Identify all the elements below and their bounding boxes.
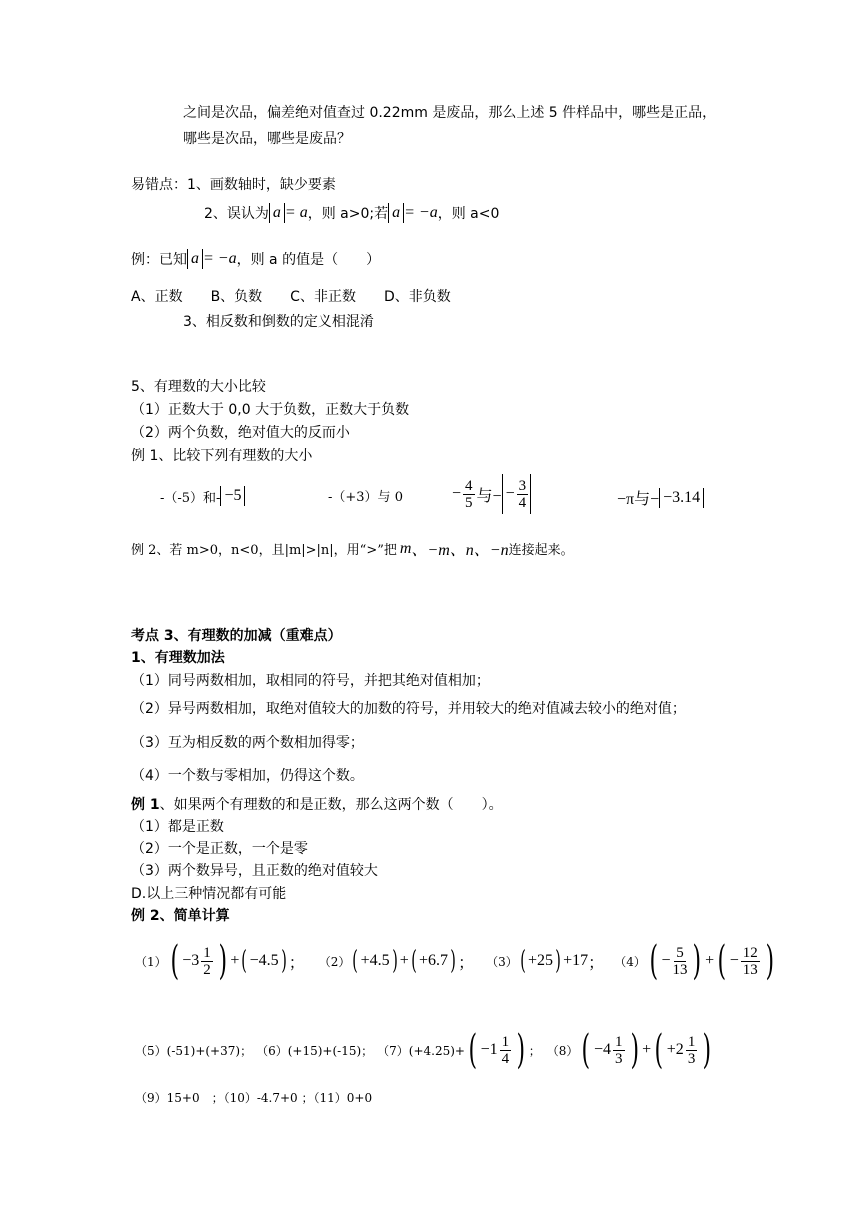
addition-rule-2: （2）异号两数相加，取绝对值较大的加数的符号，并用较大的绝对值减去较小的绝对值； bbox=[131, 701, 686, 717]
minus-sign: − bbox=[729, 952, 739, 969]
paren-close: ) bbox=[516, 1027, 526, 1073]
paren-open: ( bbox=[352, 946, 359, 976]
calc-8-int-2: +2 bbox=[666, 1041, 684, 1058]
abs-bar-left bbox=[502, 474, 503, 514]
compare-item-1-text: -（-5）和- bbox=[160, 490, 221, 506]
addition-example-2: 例 2、简单计算 bbox=[131, 908, 230, 924]
separator: ； bbox=[458, 954, 475, 972]
calc-row-2 bbox=[135, 1026, 715, 1074]
paren-open: ( bbox=[170, 938, 179, 984]
abs-bar-right bbox=[530, 474, 531, 514]
section-heading: 考点 3、有理数的加减（重难点） bbox=[131, 628, 342, 644]
compare-item-2: -（+3）与 0 bbox=[328, 490, 403, 505]
fraction-1-4 bbox=[500, 1034, 512, 1067]
fraction-5-13 bbox=[672, 945, 687, 978]
error-point-1: 易错点：1、画数轴时，缺少要素 bbox=[131, 177, 336, 193]
eq-a-1: = a bbox=[284, 204, 308, 221]
paren-close: ) bbox=[218, 938, 227, 984]
fraction-3-4 bbox=[517, 478, 529, 511]
error-example-end: ，则 a 的值是（ ） bbox=[236, 252, 381, 268]
abs-a-2: a bbox=[388, 203, 404, 223]
plus-sign: + bbox=[705, 952, 715, 969]
calc-3-label: （3） bbox=[486, 954, 518, 969]
paren-close: ) bbox=[630, 1027, 639, 1073]
separator: ； bbox=[288, 954, 305, 972]
compare-example-2-end: 连接起来。 bbox=[508, 543, 574, 558]
fraction-numerator: 4 bbox=[465, 477, 473, 494]
paren-close: ) bbox=[450, 946, 456, 976]
abs-a-1: a bbox=[269, 203, 285, 223]
calc-3-b: +17 bbox=[563, 952, 589, 969]
fraction-denominator: 4 bbox=[501, 1050, 510, 1067]
addition-option-4: D.以上三种情况都有可能 bbox=[131, 886, 287, 902]
addition-option-2: （2）一个是正数，一个是零 bbox=[131, 841, 308, 857]
abs-a-3: a bbox=[187, 249, 203, 269]
compare-rule-2: （2）两个负数，绝对值大的反而小 bbox=[131, 425, 350, 441]
compare-item-3-inner-minus: − bbox=[505, 485, 515, 502]
addition-example-1 bbox=[131, 796, 503, 814]
fraction-numerator: 12 bbox=[742, 944, 758, 961]
intro-line-2: 哪些是次品，哪些是废品？ bbox=[183, 131, 351, 147]
fraction-numerator: 1 bbox=[501, 1033, 510, 1050]
fraction-1-2 bbox=[201, 945, 213, 978]
fraction-numerator: 1 bbox=[615, 1033, 623, 1050]
fraction-1-3 bbox=[613, 1034, 625, 1067]
calc-row-1 bbox=[135, 937, 777, 985]
separator: ； bbox=[528, 1043, 541, 1058]
error-point-2-mid: ，则 a>0;若 bbox=[307, 206, 389, 222]
compare-item-4-text: −π与− bbox=[617, 491, 660, 508]
calc-7-int: −1 bbox=[480, 1041, 498, 1058]
paren-open: ( bbox=[654, 1027, 664, 1073]
fraction-denominator: 5 bbox=[465, 494, 473, 511]
calc-8-label: （8） bbox=[546, 1043, 579, 1058]
eq-neg-a-2: = −a bbox=[203, 250, 237, 267]
calc-4-label: （4） bbox=[614, 954, 646, 969]
var-neg-m: 、−m bbox=[411, 542, 450, 559]
minus-sign: − bbox=[661, 952, 671, 969]
compare-rule-1: （1）正数大于 0,0 大于负数，正数大于负数 bbox=[131, 402, 410, 418]
compare-item-1-abs: −5 bbox=[220, 486, 245, 506]
fraction-12-13 bbox=[741, 945, 760, 978]
error-point-3: 3、相反数和倒数的定义相混淆 bbox=[183, 314, 374, 330]
fraction-4-5 bbox=[463, 478, 475, 511]
paren-open: ( bbox=[581, 1027, 591, 1073]
paren-open: ( bbox=[411, 946, 417, 976]
calc-2-label: （2） bbox=[318, 954, 351, 969]
paren-close: ) bbox=[280, 946, 287, 976]
error-point-2-prefix: 2、误认为 bbox=[204, 206, 269, 222]
compare-item-3 bbox=[452, 474, 531, 514]
var-n: 、n bbox=[449, 542, 474, 559]
paren-close: ) bbox=[692, 938, 702, 984]
paren-open: ( bbox=[468, 1027, 478, 1073]
addition-rule-3: （3）互为相反数的两个数相加得零； bbox=[131, 735, 364, 751]
calc-row-3: （9）15+0 ；（10）-4.7+0 ；（11）0+0 bbox=[135, 1091, 373, 1105]
paren-open: ( bbox=[520, 946, 526, 976]
addition-rule-1: （1）同号两数相加，取相同的符号，并把其绝对值相加； bbox=[131, 673, 490, 689]
error-point-2-end: ，则 a<0 bbox=[437, 206, 500, 222]
addition-option-3: （3）两个数异号，且正数的绝对值较大 bbox=[131, 863, 378, 879]
section-subheading: 1、有理数加法 bbox=[131, 650, 225, 666]
fraction-denominator: 4 bbox=[518, 494, 527, 511]
compare-example-2 bbox=[131, 537, 574, 560]
fraction-numerator: 1 bbox=[203, 944, 211, 961]
addition-option-1: （1）都是正数 bbox=[131, 819, 224, 835]
calc-8-int-1: −4 bbox=[594, 1041, 612, 1058]
fraction-denominator: 13 bbox=[742, 961, 758, 978]
compare-item-4-abs: −3.14 bbox=[659, 488, 704, 508]
paren-close: ) bbox=[391, 946, 398, 976]
compare-title: 5、有理数的大小比较 bbox=[131, 379, 266, 395]
fraction-denominator: 2 bbox=[203, 961, 211, 978]
plus-sign: + bbox=[642, 1041, 652, 1058]
paren-close: ) bbox=[765, 938, 774, 984]
addition-example-1-text: 、如果两个有理数的和是正数，那么这两个数（ ）。 bbox=[159, 797, 503, 813]
calc-2-a: +4.5 bbox=[360, 952, 390, 969]
compare-item-3-mid: 与− bbox=[476, 487, 502, 505]
error-example-prefix: 例：已知 bbox=[131, 252, 187, 268]
error-example bbox=[131, 249, 380, 269]
fraction-1-3 bbox=[686, 1034, 698, 1067]
compare-example-2-text: 例 2、若 m>0，n<0，且|m|>|n|，用“>”把 bbox=[131, 543, 397, 558]
fraction-denominator: 3 bbox=[687, 1050, 696, 1067]
addition-rule-4: （4）一个数与零相加，仍得这个数。 bbox=[131, 768, 364, 784]
paren-close: ) bbox=[555, 946, 561, 976]
plus-sign: + bbox=[230, 952, 240, 969]
separator: ； bbox=[588, 954, 605, 972]
fraction-numerator: 5 bbox=[676, 944, 684, 961]
fraction-numerator: 1 bbox=[687, 1033, 696, 1050]
var-m: m bbox=[399, 539, 412, 557]
error-point-2 bbox=[204, 203, 499, 223]
error-options: A、正数 B、负数 C、非正数 D、非负数 bbox=[131, 289, 451, 305]
paren-open: ( bbox=[649, 938, 658, 984]
calc-1-rest: −4.5 bbox=[249, 952, 279, 969]
intro-line-1: 之间是次品，偏差绝对值查过 0.22mm 是废品，那么上述 5 件样品中，哪些是正品， bbox=[183, 105, 717, 121]
calc-7-label: （7）(+4.25)+ bbox=[377, 1043, 465, 1058]
fraction-denominator: 3 bbox=[615, 1050, 623, 1067]
eq-neg-a-1: = −a bbox=[404, 204, 438, 221]
compare-item-4 bbox=[617, 486, 704, 509]
calc-1-int: −3 bbox=[182, 952, 200, 969]
plus-sign: + bbox=[399, 952, 409, 969]
calc-1-label: （1） bbox=[135, 954, 167, 969]
compare-example-1: 例 1、比较下列有理数的大小 bbox=[131, 448, 313, 464]
calc-5: （5）(-51)+(+37)； bbox=[135, 1043, 253, 1058]
compare-item-1 bbox=[160, 486, 245, 506]
var-neg-n: 、−n bbox=[473, 542, 509, 559]
paren-open: ( bbox=[241, 946, 248, 976]
paren-open: ( bbox=[717, 938, 727, 984]
calc-6: （6）(+15)+(-15)； bbox=[256, 1043, 374, 1058]
compare-item-3-minus: − bbox=[452, 485, 462, 502]
fraction-numerator: 3 bbox=[518, 477, 527, 494]
addition-example-1-label: 例 1 bbox=[131, 797, 160, 813]
calc-2-b: +6.7 bbox=[418, 952, 448, 969]
calc-3-a: +25 bbox=[527, 952, 553, 969]
fraction-denominator: 13 bbox=[672, 961, 688, 978]
paren-close: ) bbox=[702, 1027, 712, 1073]
